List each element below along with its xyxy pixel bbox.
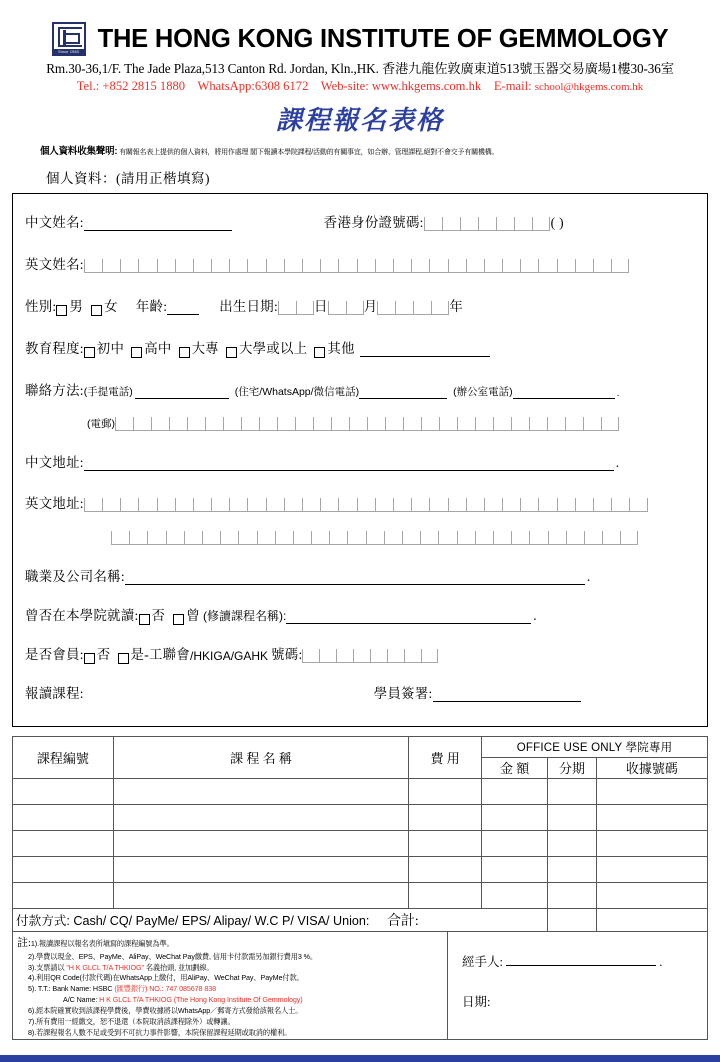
gender-label: 性別:	[25, 298, 57, 314]
english-name-label: 英文姓名:	[25, 256, 84, 272]
address-line: Rm.30-36,1/F. The Jade Plaza,513 Canton Rd. Jordan, Kln.,HK. 香港九龍佐敦廣東道513號玉器交易廣場1樓30-36室	[46, 61, 674, 76]
cell-receipt[interactable]	[596, 804, 707, 830]
english-address-input-line2[interactable]	[111, 531, 638, 545]
header-fee: 費 用	[409, 736, 482, 778]
membership-no-checkbox[interactable]	[84, 653, 95, 664]
handler-input[interactable]	[506, 953, 656, 966]
membership-number-label: 號碼:	[271, 646, 303, 662]
note-3-suffix: 名義抬頭, 並加劃線。	[145, 962, 214, 972]
table-header-row-top	[13, 736, 708, 757]
notes-line-1	[17, 935, 447, 952]
dob-label: 出生日期:	[219, 298, 279, 314]
cell-installment[interactable]	[548, 804, 597, 830]
english-address-input-line1[interactable]	[84, 498, 648, 512]
note-5-bank-cn: (匯豐銀行)	[114, 984, 148, 994]
header-course-name: 課 程 名 稱	[113, 736, 408, 778]
note-5-acc-name-label: A/C Name:	[63, 995, 98, 1005]
date-row	[462, 992, 707, 1010]
table-row[interactable]	[13, 856, 708, 882]
header-amount: 金 額	[482, 757, 548, 778]
education-label: 教育程度:	[25, 340, 84, 356]
table-row[interactable]	[13, 778, 708, 804]
education-other-input[interactable]	[360, 342, 490, 357]
header-office-use-only: OFFICE USE ONLY 學院專用	[482, 736, 708, 757]
note-4: 4).利用QR Code(付款代碼)在WhatsApp上繳付，用AliPay、WeChat Pay、PayMe付款。	[28, 973, 304, 983]
cell-receipt[interactable]	[596, 778, 707, 804]
gender-female-label: 女	[104, 298, 118, 314]
cell-amount[interactable]	[482, 856, 548, 882]
studied-yes-label: 曾	[186, 607, 200, 623]
notes-line-5b	[17, 995, 447, 1006]
payment-methods-label: 付款方式: Cash/ CQ/ PayMe/ EPS/ Alipay/ W.C P/ VISA/ Union:	[16, 913, 370, 928]
cell-fee[interactable]	[409, 856, 482, 882]
cell-course-name[interactable]	[113, 856, 408, 882]
cell-installment[interactable]	[548, 882, 597, 908]
note-2: 2).學費以現金、EPS、PayMe、AliPay、WeChat Pay繳費, 信用卡付款需另加銀行費用3 %。	[28, 951, 318, 961]
handler-period: .	[659, 954, 663, 969]
education-option-0-checkbox[interactable]	[84, 347, 95, 358]
cell-course-code[interactable]	[13, 804, 114, 830]
telephone: Tel.: +852 2815 1880	[76, 79, 186, 93]
membership-yes-checkbox[interactable]	[118, 653, 129, 664]
cell-receipt[interactable]	[596, 856, 707, 882]
membership-label: 是否會員:	[25, 646, 84, 662]
table-row[interactable]	[13, 830, 708, 856]
studied-period: .	[533, 607, 537, 623]
note-1: 1).報讀課程以報名表所塡寫的課程編號為準。	[30, 938, 174, 948]
dob-day-unit: 日	[314, 298, 328, 314]
cell-course-name[interactable]	[113, 882, 408, 908]
office-phone-label: (辦公室電話)	[453, 385, 513, 398]
total-label: 合計:	[386, 913, 419, 929]
student-signature-input[interactable]	[433, 687, 581, 702]
note-5-prefix: 5). T.T.: Bank Name: HSBC	[28, 984, 113, 994]
personal-section-title: 個人資料：(請用正楷填寫)	[46, 170, 210, 186]
cell-course-name[interactable]	[113, 804, 408, 830]
cell-amount[interactable]	[482, 778, 548, 804]
chinese-name-label: 中文姓名:	[25, 214, 84, 230]
payment-row	[13, 908, 708, 931]
membership-orgs-label: /HKIGA/GAHK	[190, 648, 269, 663]
membership-yes-label: 是-工聯會	[130, 646, 191, 662]
office-phone-input[interactable]	[513, 384, 615, 399]
cell-receipt[interactable]	[596, 882, 707, 908]
header-course-code: 課程編號	[13, 736, 114, 778]
cell-fee[interactable]	[409, 882, 482, 908]
contact-line	[12, 79, 708, 94]
education-option-4-label: 其他	[327, 340, 355, 356]
gender-male-checkbox[interactable]	[56, 305, 67, 316]
privacy-statement	[12, 146, 708, 158]
notes-and-office-section	[12, 932, 708, 1040]
header-installment: 分期	[548, 757, 597, 778]
date-label: 日期:	[462, 994, 491, 1009]
home-phone-label: (住宅/WhatsApp/微信電話)	[234, 385, 360, 398]
cell-installment[interactable]	[548, 830, 597, 856]
form-title: 課程報名表格	[275, 106, 444, 136]
note-6: 6).經本院確實收到該課程學費後，學費收據將以WhatsApp／郵寄方式發給該報名人士。	[28, 1006, 303, 1016]
cell-fee[interactable]	[409, 778, 482, 804]
studied-before-label: 曾否在本學院就讀:	[25, 607, 139, 623]
education-option-0-label: 初中	[96, 340, 125, 356]
chinese-address-period: .	[615, 454, 620, 470]
occupation-input[interactable]	[125, 570, 585, 585]
home-phone-input[interactable]	[359, 384, 447, 399]
cell-amount[interactable]	[482, 882, 548, 908]
studied-no-label: 否	[151, 607, 166, 623]
contact-label: 聯絡方法:	[25, 382, 84, 398]
whatsapp-number: WhatsApp:6308 6172	[197, 79, 309, 93]
privacy-colon: :	[114, 146, 118, 157]
notes-colon: :	[27, 936, 31, 949]
chinese-address-input[interactable]	[84, 456, 614, 471]
handler-row	[462, 952, 707, 970]
office-use-block	[447, 932, 707, 1039]
header-receipt-no: 收據號碼	[596, 757, 707, 778]
privacy-text: 有關報名表上提供的個人資料，將用作處理 閣下報讀本學院課程/活動的有關事宜，如合辦、管理課程,絕對不會交予有關機構。	[119, 149, 499, 156]
notes-line-3	[17, 963, 447, 974]
mobile-phone-label: (手提電話)	[83, 385, 133, 398]
registration-form-page	[0, 22, 720, 1062]
handler-label: 經手人:	[462, 954, 503, 969]
age-label: 年齡:	[135, 298, 168, 314]
payment-blank-2[interactable]	[596, 908, 707, 931]
mobile-phone-input[interactable]	[135, 384, 229, 399]
dob-year-unit: 年	[449, 298, 464, 314]
apply-course-label: 報讀課程:	[25, 685, 84, 701]
cell-amount[interactable]	[482, 830, 548, 856]
education-option-2-checkbox[interactable]	[179, 347, 190, 358]
cell-receipt[interactable]	[596, 830, 707, 856]
cell-amount[interactable]	[482, 804, 548, 830]
footer-color-bar	[0, 1055, 720, 1062]
website-url: Web-site: www.hkgems.com.hk	[320, 79, 482, 93]
occupation-period: .	[586, 568, 591, 584]
studied-course-name-input[interactable]	[286, 609, 531, 624]
cell-fee[interactable]	[409, 830, 482, 856]
organization-title: THE HONG KONG INSTITUTE OF GEMMOLOGY	[97, 24, 669, 53]
cell-installment[interactable]	[548, 778, 597, 804]
membership-number-input[interactable]	[302, 649, 438, 663]
hkid-label: 香港身份證號碼:	[323, 214, 424, 230]
contact-row-period: .	[616, 386, 620, 399]
english-name-input[interactable]	[84, 259, 630, 273]
note-3-payee: "H K GLCL T/A THKIOG"	[66, 962, 144, 972]
studied-yes-checkbox[interactable]	[173, 614, 184, 625]
chinese-address-label: 中文地址:	[25, 454, 84, 470]
email-address: school@hkgems.com.hk	[534, 81, 644, 93]
email-label: E-mail:	[493, 79, 532, 93]
occupation-label: 職業及公司名稱:	[25, 568, 125, 584]
cell-course-name[interactable]	[113, 778, 408, 804]
note-5-acc-name: H K GLCL T/A THKIOG (The Hong Kong Institute Of Gemmology)	[99, 995, 303, 1005]
email-field-label: (電郵)	[87, 417, 115, 430]
cell-course-name[interactable]	[113, 830, 408, 856]
education-option-1-checkbox[interactable]	[131, 347, 142, 358]
personal-info-box	[12, 193, 708, 727]
notes-line-5	[17, 984, 447, 995]
membership-no-label: 否	[96, 646, 111, 662]
payment-blank-1[interactable]	[548, 908, 597, 931]
table-row[interactable]	[13, 882, 708, 908]
letterhead	[12, 22, 708, 56]
gender-male-label: 男	[69, 298, 84, 314]
studied-no-checkbox[interactable]	[139, 614, 150, 625]
email-input[interactable]	[115, 417, 619, 431]
payment-methods-cell[interactable]	[13, 908, 548, 931]
gender-female-checkbox[interactable]	[91, 305, 102, 316]
dob-day-input[interactable]	[278, 301, 314, 315]
course-table	[12, 736, 708, 932]
cell-fee[interactable]	[409, 804, 482, 830]
dob-month-input[interactable]	[328, 301, 364, 315]
education-option-3-checkbox[interactable]	[226, 347, 237, 358]
education-option-1-label: 高中	[144, 340, 172, 356]
note-3-prefix: 3).支票請以	[28, 962, 65, 972]
cell-course-code[interactable]	[13, 830, 114, 856]
institute-logo-icon	[52, 22, 86, 56]
education-option-4-checkbox[interactable]	[314, 347, 325, 358]
dob-month-unit: 月	[363, 298, 378, 314]
logo-since-text: Since 1983	[54, 49, 84, 55]
notes-block	[13, 932, 447, 1039]
english-address-label: 英文地址:	[25, 495, 84, 511]
privacy-title: 個人資料收集聲明	[40, 146, 115, 157]
student-signature-label: 學員簽署:	[373, 685, 433, 701]
note-8: 8).若課程報名人數不足或受到不可抗力事件影響，本院保留課程延期或取消的權利。	[28, 1028, 292, 1038]
education-option-2-label: 大專	[191, 340, 219, 356]
chinese-name-input[interactable]	[84, 216, 232, 231]
studied-course-name-label: (修讀課程名稱):	[202, 608, 287, 623]
hkid-checkdigit[interactable]: ( )	[550, 214, 564, 230]
notes-title: 註	[17, 936, 28, 949]
cell-course-code[interactable]	[13, 778, 114, 804]
cell-installment[interactable]	[548, 856, 597, 882]
hkid-input[interactable]	[424, 217, 550, 231]
dob-year-input[interactable]	[377, 301, 449, 315]
cell-course-code[interactable]	[13, 882, 114, 908]
education-option-3-label: 大學或以上	[238, 340, 308, 356]
note-7: 7).所有費用一經繳交，恕不退還（本院取消該課程除外）或轉讓。	[28, 1017, 235, 1027]
cell-course-code[interactable]	[13, 856, 114, 882]
table-row[interactable]	[13, 804, 708, 830]
age-input[interactable]	[167, 300, 199, 315]
note-5-account-no: NO.: 747 085678 838	[149, 984, 217, 994]
